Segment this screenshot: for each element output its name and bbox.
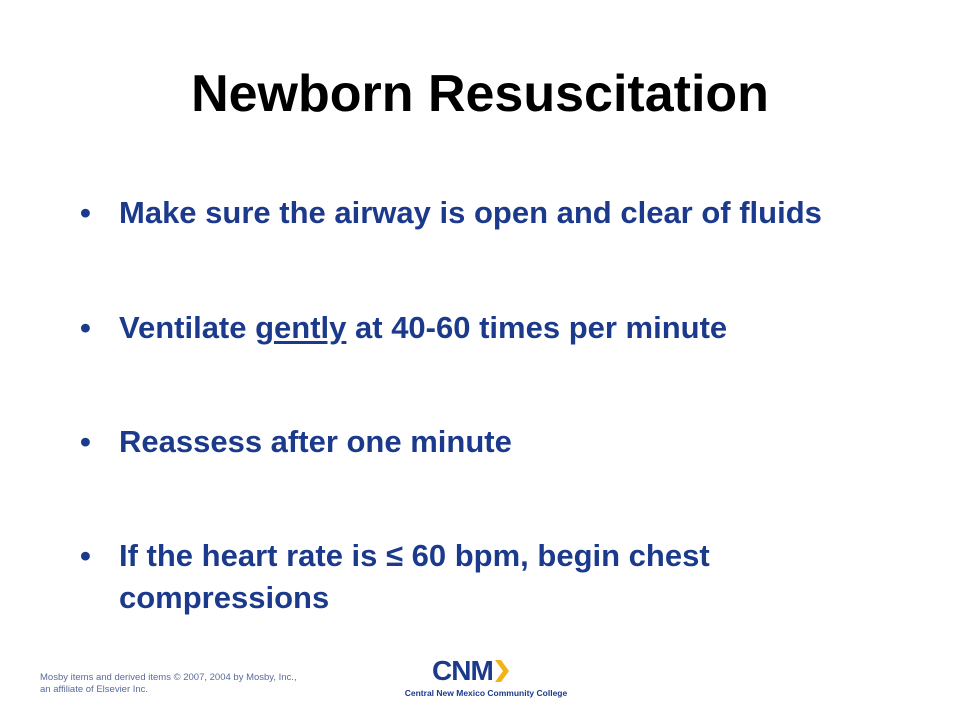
bullet-text-after: at 40-60 times per minute xyxy=(346,310,728,345)
bullet-dot-icon: • xyxy=(80,538,91,573)
bullet-dot-icon: • xyxy=(80,310,91,345)
bullet-text: Make sure the airway is open and clear of fluids xyxy=(119,195,822,230)
logo-subtitle: Central New Mexico Community College xyxy=(404,688,568,698)
cnm-logo xyxy=(396,657,576,701)
bullet-item xyxy=(80,307,880,349)
bullet-item xyxy=(80,535,880,619)
logo-mark xyxy=(432,657,509,685)
bullet-item xyxy=(80,421,880,463)
slide-title: Newborn Resuscitation xyxy=(191,65,769,123)
bullet-emphasis: gently xyxy=(255,310,347,345)
bullet-text: Reassess after one minute xyxy=(119,424,512,459)
bullet-text-before: Ventilate xyxy=(119,310,256,345)
bullet-list xyxy=(80,192,880,619)
bullet-dot-icon: • xyxy=(80,424,91,459)
copyright-line: Mosby items and derived items © 2007, 2004 by Mosby, Inc., xyxy=(40,672,297,683)
bullet-dot-icon: • xyxy=(80,195,91,230)
bullet-text: If the heart rate is ≤ 60 bpm, begin chest compressions xyxy=(119,538,710,615)
copyright-line: an affiliate of Elsevier Inc. xyxy=(40,684,149,695)
bullet-item xyxy=(80,192,880,234)
copyright-note xyxy=(40,672,360,696)
logo-wordmark: CNM xyxy=(432,655,493,686)
logo-arrow-icon xyxy=(495,660,509,682)
